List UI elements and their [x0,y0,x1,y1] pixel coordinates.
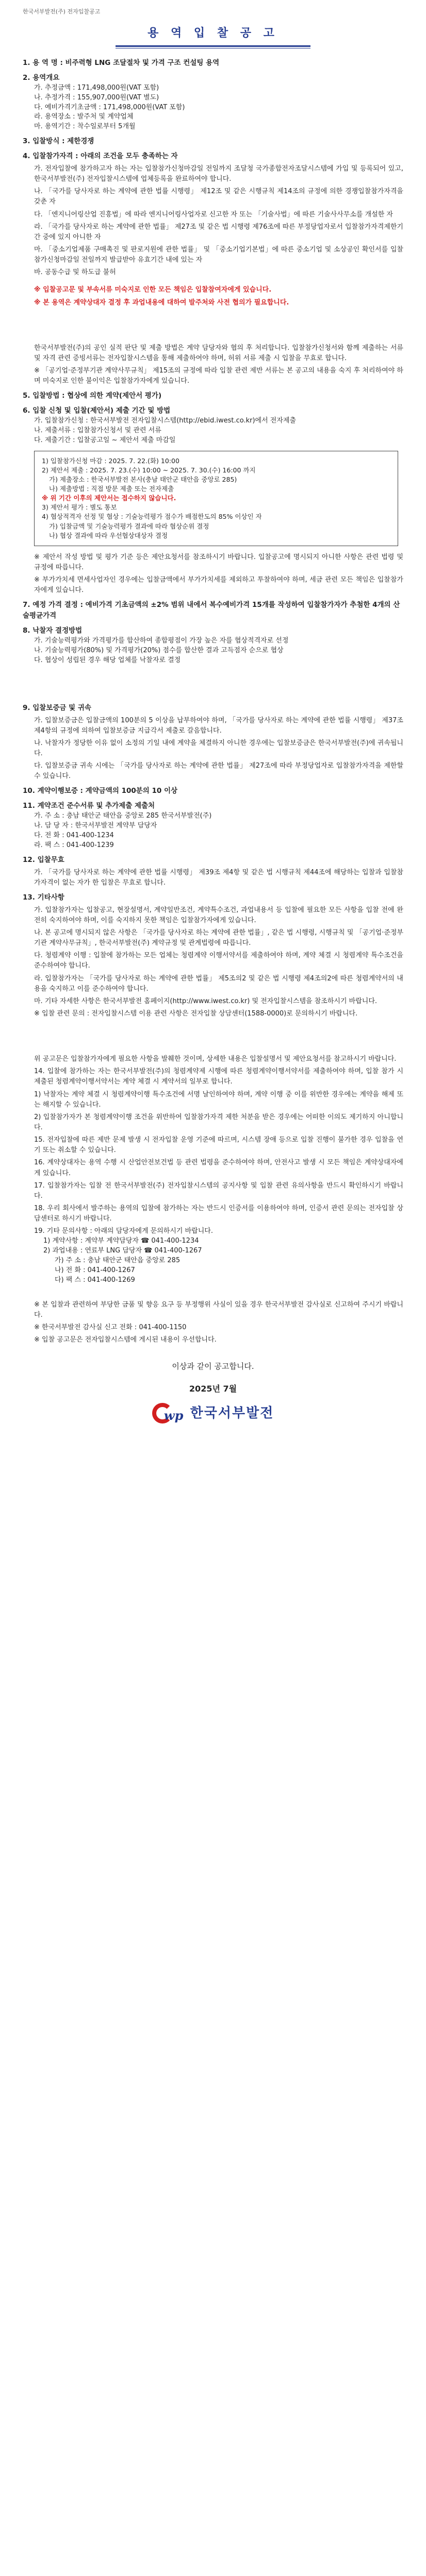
qualification-item: 가. 전자입찰에 참가하고자 하는 자는 입찰참가신청마감일 전일까지 조달청 국가종합전자조달시스템에 가입 및 등록되어 있고, 한국서부발전(주) 전자입찰시스템에 업체등록을 완료하여야 합니다. [34,165,403,183]
integrity-item: 15. 전자입찰에 따른 제반 문제 발생 시 전자입찰 운영 기준에 따르며, 시스템 장애 등으로 입찰 진행이 불가한 경우 입찰을 연기 또는 취소할 수 있습니다. [34,1136,403,1155]
misc-tail: ※ 입찰 관련 문의 : 전자입찰시스템 이용 관련 사항은 전자입찰 상담센터(1588-0000)로 문의하시기 바랍니다. [34,1009,358,1018]
qualification-item: 라. 「국가를 당사자로 하는 계약에 관한 법률」 제27조 및 같은 법 시행령 제76조에 따른 부정당업자로서 입찰참가자격제한기간 중에 있지 아니한 자 [34,223,403,241]
footer-signature [23,1361,403,1427]
warning-note: ※ 본 용역은 계약상대자 결정 후 과업내용에 대하여 발주처와 사전 협의가 필요합니다. [34,298,289,307]
section-deposit [23,703,403,1020]
winner-decision-item: 가. 기술능력평가와 가격평가를 합산하여 종합평점이 가장 높은 자를 협상적격자로 선정 [34,637,289,645]
integrity-item: 16. 계약상대자는 용역 수행 시 산업안전보건법 등 관련 법령을 준수하여야 하며, 안전사고 발생 시 모든 책임은 계약상대자에게 있습니다. [34,1159,403,1177]
submission-item: 나. 제출서류 : 입찰참가신청서 및 관련 서류 [34,426,161,434]
qualification-item: 다. 「엔지니어링산업 진흥법」에 따라 엔지니어링사업자로 신고한 자 또는 「기술사법」에 따른 기술사사무소를 개설한 자 [34,210,393,218]
overview-item: 마. 용역기간 : 착수일로부터 5개월 [34,123,136,131]
logo-mark-icon: wp [152,1403,185,1423]
deposit-item: 가. 입찰보증금은 입찰금액의 100분의 5 이상을 납부하여야 하며, 「국가를 당사자로 하는 계약에 관한 법률 시행령」 제37조 제4항의 규정에 의하여 입찰보증금 지급각서 제출로 갈음합니다. [34,716,403,735]
integrity-item: 14. 입찰에 참가하는 자는 한국서부발전(주)의 청렴계약제 시행에 따른 청렴계약이행서약서를 제출하여야 하며, 입찰 참가 시 제출된 청렴계약이행서약서는 계약 체결 시 계약서의 일부로 합니다. [34,1067,403,1086]
bid-method: 3. 입찰방식 : 제한경쟁 [23,137,94,146]
integrity-item: 17. 입찰참가자는 입찰 전 한국서부발전(주) 전자입찰시스템의 공지사항 및 입찰 관련 유의사항을 반드시 확인하시기 바랍니다. [34,1181,403,1200]
submission-place-heading: 11. 계약조건 준수서류 및 추가제출 제출처 [23,802,155,810]
final-note: ※ 본 입찰과 관련하여 부당한 금품 및 향응 요구 등 부정행위 사실이 있을 경우 한국서부발전 감사실로 신고하여 주시기 바랍니다. [34,1300,403,1319]
warning-note: ※ 입찰공고문 및 부속서류 미숙지로 인한 모든 책임은 입찰참여자에게 있습니다. [34,286,272,294]
schedule-box [34,451,398,546]
header-note: 한국서부발전(주) 전자입찰공고 [23,8,101,15]
submission-list [23,416,403,446]
service-overview-heading: 2. 용역개요 [23,74,60,82]
schedule-item: 가) 입찰금액 및 기술능력평가 결과에 따라 협상순위 결정 [49,522,209,530]
winner-decision-list [23,636,403,666]
bid-method-text: 5. 입찰방법 : 협상에 의한 계약(제안서 평가) [23,392,162,400]
submission-para: 한국서부발전(주)의 공인 실적 판단 및 제출 방법은 계약 담당자와 협의 후 처리합니다. 입찰참가신청서와 함께 제출하는 서류 및 자격 관련 증빙서류는 전자입찰시스템을 통해 제출하여야 하며, 허위 서류 제출 시 입찰을 무효로 합니다. [34,344,403,362]
company-logo [152,1403,274,1423]
schedule-item: 3) 제안서 평가 : 별도 통보 [42,503,117,512]
misc-item: 다. 청렴계약 이행 : 입찰에 참가하는 모든 업체는 청렴계약 이행서약서를 제출하여야 하며, 계약 체결 시 청렴계약 특수조건을 준수하여야 합니다. [34,952,403,970]
contact-item: 다) 팩 스 : 041-400-1269 [55,1276,135,1284]
section-overview [23,58,403,132]
contact-item: 가) 주 소 : 충남 태안군 태안읍 중앙로 285 [55,1257,181,1265]
submission-place-item: 다. 전 화 : 041-400-1234 [34,831,114,839]
integrity-item: 2) 입찰참가자가 본 청렴계약이행 조건을 위반하여 입찰참가자격 제한 처분을 받은 경우에는 어떠한 이의도 제기하지 아니합니다. [34,1113,403,1131]
submission-place-item: 나. 담 당 자 : 한국서부발전 계약부 담당자 [34,822,157,830]
closing-text: 이상과 같이 공고합니다. [172,1362,254,1371]
overview-list [23,83,403,132]
schedule-item: 가) 제출장소 : 한국서부발전 본사(충남 태안군 태안읍 중앙로 285) [49,475,237,483]
integrity-item: 19. 기타 문의사항 : 아래의 담당자에게 문의하시기 바랍니다. [34,1227,213,1235]
section-qualification [23,136,403,308]
overview-item: 나. 추정가격 : 155,907,000원(VAT 별도) [34,93,159,101]
winner-decision-heading: 8. 낙찰자 결정방법 [23,626,83,635]
submission-item: 가. 입찰참가신청 : 한국서부발전 전자입찰시스템(http://ebid.iwest.co.kr)에서 전자제출 [34,417,297,425]
qualification-item: 마. 「중소기업제품 구매촉진 및 판로지원에 관한 법률」 및 「중소기업기본법」에 따른 중소기업 및 소상공인 확인서를 입찰참가신청마감일 전일까지 발급받아 유효기간 내에 있는 자 [34,245,403,264]
contact-item: 1) 계약사항 : 계약부 계약담당자 ☎ 041-400-1234 [43,1237,199,1245]
submission-place-list [23,811,403,850]
submission-item: 다. 제출기간 : 입찰공고일 ~ 제안서 제출 마감일 [34,436,176,444]
overview-item: 가. 추정금액 : 171,498,000원(VAT 포함) [34,83,159,92]
qualification-item: 나. 「국가를 당사자로 하는 계약에 관한 법률 시행령」 제12조 및 같은 시행규칙 제14조의 규정에 의한 경쟁입찰참가자격을 갖춘 자 [34,188,403,206]
bid-method-heading [23,391,403,401]
submission-heading: 6. 입찰 신청 및 입찰(제안서) 제출 기간 및 방법 [23,406,171,415]
price-decision-heading: 7. 예정 가격 결정 : 예비가격 기초금액의 ±2% 범위 내에서 복수예비가격 15개를 작성하여 입찰참가자가 추첨한 4개의 산술평균가격 [23,601,400,620]
misc-item: 나. 본 공고에 명시되지 않은 사항은 「국가를 당사자로 하는 계약에 관한 법률」, 같은 법 시행령, 시행규칙 및 「공기업·준정부기관 계약사무규칙」, 한국서부발전(주) 계약규정 및 관계법령에 따릅니다. [34,929,404,947]
deposit-item: 다. 입찰보증금 귀속 시에는 「국가를 당사자로 하는 계약에 관한 법률」 제27조에 따라 부정당업자로 입찰참가자격을 제한할 수 있습니다. [34,762,403,781]
integrity-item: 1) 낙찰자는 계약 체결 시 청렴계약이행 특수조건에 서명 날인하여야 하며, 계약 이행 중 이를 위반한 경우에는 계약을 해제 또는 해지할 수 있습니다. [34,1090,403,1109]
final-note: ※ 한국서부발전 감사실 신고 전화 : 041-400-1150 [34,1323,187,1331]
submission-place-item: 라. 팩 스 : 041-400-1239 [34,841,114,849]
misc-item: 마. 기타 자세한 사항은 한국서부발전 홈페이지(http://www.iwest.co.kr) 및 전자입찰시스템을 참조하시기 바랍니다. [34,997,378,1005]
winner-decision-item: 다. 협상이 성립된 경우 해당 업체를 낙찰자로 결정 [34,656,181,664]
schedule-item: 1) 입찰참가신청 마감 : 2025. 7. 22.(화) 10:00 [42,456,179,465]
integrity-item: 18. 우리 회사에서 발주하는 용역의 입찰에 참가하는 자는 반드시 인증서를 이용하여야 하며, 인증서 관련 문의는 전자입찰 상담센터로 하시기 바랍니다. [34,1204,403,1223]
vat-note: ※ 부가가치세 면세사업자인 경우에는 입찰금액에서 부가가치세를 제외하고 투찰하여야 하며, 세금 관련 모든 책임은 입찰참가자에게 있습니다. [34,576,403,595]
page-title: 용 역 입 찰 공 고 [148,27,278,40]
winner-decision-item: 나. 기술능력평가(80%) 및 가격평가(20%) 점수를 합산한 결과 고득점자 순으로 협상 [34,646,284,654]
submission-place-item: 가. 주 소 : 충남 태안군 태안읍 중앙로 285 한국서부발전(주) [34,812,212,820]
submission-para: ※ 「공기업·준정부기관 계약사무규칙」 제15조의 규정에 따라 입찰 관련 제반 서류는 본 공고의 내용을 숙지 후 처리하여야 하며 미숙지로 인한 불이익은 입찰참가자에게 있습니다. [34,366,403,385]
invalid-bid-item: 가. 「국가를 당사자로 하는 계약에 관한 법률 시행령」 제39조 제4항 및 같은 법 시행규칙 제44조에 해당하는 입찰과 입찰참가자격이 없는 자가 한 입찰은 무효로 합니다. [34,868,403,887]
schedule-item: 나) 협상 결과에 따라 우선협상대상자 결정 [49,531,168,539]
final-note: ※ 입찰 공고문은 전자입찰시스템에 게시된 내용이 우선합니다. [34,1336,217,1344]
qualification-heading: 4. 입찰참가자격 : 아래의 조건을 모두 충족하는 자 [23,152,178,161]
schedule-item: 4) 협상적격자 선정 및 협상 : 기술능력평가 점수가 배점한도의 85% 이상인 자 [42,513,262,521]
section-integrity [23,1054,403,1345]
contact-item: 2) 과업내용 : 연료부 LNG 담당자 ☎ 041-400-1267 [43,1247,202,1255]
section-pricing [23,575,403,666]
deposit-heading: 9. 입찰보증금 및 귀속 [23,703,91,712]
section-submission [23,343,403,573]
overview-item: 다. 예비가격기초금액 : 171,498,000원(VAT 포함) [34,103,185,111]
contact-list [23,1236,403,1285]
schedule-item: 2) 제안서 제출 : 2025. 7. 23.(수) 10:00 ~ 2025. 7. 30.(수) 16:00 까지 [42,466,256,474]
title-rule [116,45,310,47]
integrity-item: 위 공고문은 입찰참가자에게 필요한 사항을 발췌한 것이며, 상세한 내용은 입찰설명서 및 제안요청서를 참고하시기 바랍니다. [34,1055,397,1063]
misc-item: 라. 입찰참가자는 「국가를 당사자로 하는 계약에 관한 법률」 제5조의2 및 같은 법 시행령 제4조의2에 따른 청렴계약서의 내용을 숙지하고 이를 준수하여야 합니다. [34,974,403,993]
service-name: 1. 용 역 명 : 비주력형 LNG 조달절차 및 가격 구조 컨설팅 용역 [23,59,220,67]
performance-bond-heading: 10. 계약이행보증 : 계약금액의 100분의 10 이상 [23,787,178,795]
contact-item: 나) 전 화 : 041-400-1267 [55,1266,135,1274]
schedule-item: ※ 위 기간 이후의 제안서는 접수하지 않습니다. [42,494,176,502]
invalid-bid-heading: 12. 입찰무효 [23,855,64,864]
deposit-item: 나. 낙찰자가 정당한 이유 없이 소정의 기일 내에 계약을 체결하지 아니한 경우에는 입찰보증금은 한국서부발전(주)에 귀속됩니다. [34,739,403,757]
misc-item: 가. 입찰참가자는 입찰공고, 현장설명서, 계약일반조건, 계약특수조건, 과업내용서 등 입찰에 필요한 모든 사항을 입찰 전에 완전히 숙지하여야 하며, 이를 숙지하지 못한 책임은 입찰참가자에게 있습니다. [34,906,403,924]
overview-item: 라. 용역장소 : 발주처 및 계약업체 [34,113,134,121]
misc-heading: 13. 기타사항 [23,893,64,902]
announcement-date: 2025년 7월 [189,1384,237,1394]
schedule-item: 나) 제출방법 : 직접 방문 제출 또는 전자제출 [49,485,174,493]
company-name: 한국서부발전 [190,1405,274,1421]
qualification-item: 바. 공동수급 및 하도급 불허 [34,268,116,277]
submission-tail: ※ 제안서 작성 방법 및 평가 기준 등은 제안요청서를 참조하시기 바랍니다. 입찰공고에 명시되지 아니한 사항은 관련 법령 및 규정에 따릅니다. [34,553,403,571]
